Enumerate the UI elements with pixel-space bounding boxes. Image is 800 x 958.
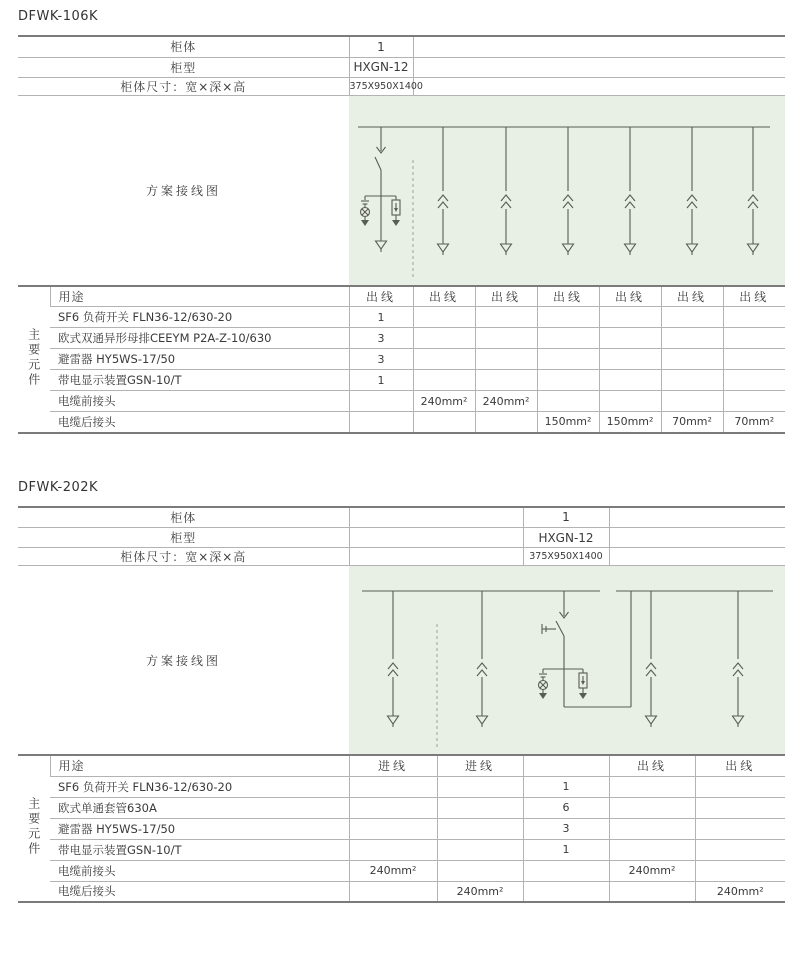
cell bbox=[609, 881, 695, 902]
info-value: 375X950X1400 bbox=[523, 548, 609, 566]
cell bbox=[695, 839, 785, 860]
cell bbox=[599, 328, 661, 349]
section-dfwk-106k bbox=[18, 9, 785, 434]
diagram-svg-106k bbox=[349, 96, 785, 285]
cell bbox=[413, 349, 475, 370]
cell bbox=[523, 860, 609, 881]
voltage-indicator bbox=[539, 669, 548, 699]
cell: 1 bbox=[349, 370, 413, 391]
table-row bbox=[18, 776, 785, 797]
cell bbox=[695, 797, 785, 818]
cell bbox=[437, 797, 523, 818]
cable-outlet-arrow bbox=[376, 241, 387, 249]
cell: 70mm² bbox=[661, 412, 723, 433]
cell bbox=[349, 818, 437, 839]
cell: 1 bbox=[349, 307, 413, 328]
cable-termination bbox=[646, 591, 657, 727]
cell bbox=[609, 839, 695, 860]
cell bbox=[609, 818, 695, 839]
cable-termination bbox=[388, 591, 399, 727]
surge-arrester bbox=[579, 669, 587, 699]
column-header: 出线 bbox=[349, 286, 413, 307]
column-header: 出线 bbox=[695, 755, 785, 776]
cable-termination bbox=[687, 127, 698, 255]
cell: 240mm² bbox=[437, 881, 523, 902]
cable-termination bbox=[733, 591, 744, 727]
component-label: 避雷器 HY5WS-17/50 bbox=[50, 818, 349, 839]
switch-blade bbox=[375, 157, 381, 170]
cell bbox=[349, 412, 413, 433]
info-label: 柜体尺寸：宽×深×高 bbox=[18, 548, 349, 566]
cell: 150mm² bbox=[537, 412, 599, 433]
column-header: 出线 bbox=[537, 286, 599, 307]
component-label: 带电显示装置GSN-10/T bbox=[50, 839, 349, 860]
cell bbox=[599, 307, 661, 328]
cell bbox=[661, 370, 723, 391]
cell bbox=[437, 818, 523, 839]
table-row bbox=[18, 349, 785, 370]
cell bbox=[413, 328, 475, 349]
info-label: 柜型 bbox=[18, 57, 349, 77]
cell bbox=[475, 412, 537, 433]
info-value: HXGN-12 bbox=[349, 57, 413, 77]
cell bbox=[695, 818, 785, 839]
cell: 3 bbox=[523, 818, 609, 839]
cell bbox=[723, 370, 785, 391]
info-label: 柜型 bbox=[18, 528, 349, 548]
cell bbox=[537, 349, 599, 370]
wiring-diagram-row bbox=[18, 566, 785, 754]
surge-arrester bbox=[392, 196, 400, 226]
table-row bbox=[18, 818, 785, 839]
table-row bbox=[18, 507, 785, 528]
cell bbox=[609, 797, 695, 818]
table-row bbox=[18, 328, 785, 349]
usage-header: 用途 bbox=[50, 286, 349, 307]
cell bbox=[475, 349, 537, 370]
cell bbox=[349, 881, 437, 902]
empty-cell bbox=[609, 548, 785, 566]
diagram-svg-202k bbox=[349, 566, 785, 754]
cell: 1 bbox=[523, 776, 609, 797]
empty-cell bbox=[349, 507, 523, 528]
cell: 1 bbox=[523, 839, 609, 860]
diagram-label: 方案接线图 bbox=[145, 183, 221, 198]
section-title: DFWK-106K bbox=[18, 9, 99, 24]
cell bbox=[437, 860, 523, 881]
load-break-switch-tie bbox=[539, 591, 632, 707]
cell bbox=[609, 776, 695, 797]
table-row bbox=[18, 77, 785, 95]
cell bbox=[661, 307, 723, 328]
component-label: 避雷器 HY5WS-17/50 bbox=[50, 349, 349, 370]
info-label: 柜体 bbox=[18, 507, 349, 528]
component-label: 欧式单通套管630A bbox=[50, 797, 349, 818]
components-table bbox=[18, 754, 785, 903]
component-label: 电缆前接头 bbox=[50, 391, 349, 412]
info-label: 柜体 bbox=[18, 36, 349, 57]
cable-termination bbox=[438, 127, 449, 255]
component-label: 带电显示装置GSN-10/T bbox=[50, 370, 349, 391]
cell bbox=[723, 307, 785, 328]
cell: 240mm² bbox=[475, 391, 537, 412]
cell: 240mm² bbox=[695, 881, 785, 902]
load-break-switch-feeder bbox=[361, 127, 401, 252]
component-label: 电缆前接头 bbox=[50, 860, 349, 881]
usage-header: 用途 bbox=[50, 755, 349, 776]
cell: 3 bbox=[349, 349, 413, 370]
cell bbox=[661, 349, 723, 370]
table-row bbox=[18, 881, 785, 902]
cell bbox=[413, 412, 475, 433]
cell bbox=[723, 349, 785, 370]
table-row bbox=[18, 797, 785, 818]
side-label: 主要元件 bbox=[26, 797, 41, 857]
components-table bbox=[18, 285, 785, 434]
info-value: 1 bbox=[523, 507, 609, 528]
component-label: 电缆后接头 bbox=[58, 884, 116, 899]
info-label: 柜体尺寸：宽×深×高 bbox=[18, 77, 349, 95]
column-header: 进线 bbox=[349, 755, 437, 776]
table-row bbox=[18, 528, 785, 548]
table-row bbox=[18, 36, 785, 57]
info-value: 375X950X1400 bbox=[349, 77, 413, 95]
cable-termination bbox=[501, 127, 512, 255]
cell bbox=[349, 839, 437, 860]
cell: 240mm² bbox=[609, 860, 695, 881]
side-label: 主要元件 bbox=[26, 327, 41, 388]
table-row bbox=[18, 57, 785, 77]
empty-cell bbox=[349, 548, 523, 566]
column-header: 出线 bbox=[599, 286, 661, 307]
column-header: 出线 bbox=[475, 286, 537, 307]
table-row bbox=[18, 755, 785, 776]
cell bbox=[537, 370, 599, 391]
column-header: 出线 bbox=[413, 286, 475, 307]
cell: 240mm² bbox=[413, 391, 475, 412]
empty-cell bbox=[413, 36, 785, 57]
cell bbox=[723, 328, 785, 349]
cabinet-info-table bbox=[18, 506, 785, 567]
table-row bbox=[18, 839, 785, 860]
empty-cell bbox=[413, 77, 785, 95]
cell bbox=[723, 391, 785, 412]
empty-cell bbox=[609, 528, 785, 548]
column-header: 出线 bbox=[661, 286, 723, 307]
cabinet-info-table bbox=[18, 35, 785, 96]
single-line-diagram bbox=[349, 566, 785, 754]
cell bbox=[661, 391, 723, 412]
cell bbox=[537, 307, 599, 328]
table-row bbox=[18, 548, 785, 566]
table-row bbox=[18, 370, 785, 391]
component-label: 电缆后接头 bbox=[58, 414, 116, 429]
cell: 150mm² bbox=[599, 412, 661, 433]
empty-cell bbox=[349, 528, 523, 548]
component-label: SF6 负荷开关 FLN36-12/630-20 bbox=[50, 776, 349, 797]
cell bbox=[523, 881, 609, 902]
switch-blade bbox=[556, 621, 564, 636]
diagram-label: 方案接线图 bbox=[145, 653, 221, 668]
column-header: 出线 bbox=[723, 286, 785, 307]
cell bbox=[599, 370, 661, 391]
cell bbox=[349, 391, 413, 412]
cell: 6 bbox=[523, 797, 609, 818]
table-row bbox=[18, 391, 785, 412]
component-label: SF6 负荷开关 FLN36-12/630-20 bbox=[50, 307, 349, 328]
single-line-diagram bbox=[349, 96, 785, 285]
cell bbox=[349, 776, 437, 797]
cell bbox=[695, 860, 785, 881]
cell bbox=[695, 776, 785, 797]
section-dfwk-202k bbox=[18, 480, 785, 904]
table-row bbox=[18, 412, 785, 433]
cable-termination bbox=[625, 127, 636, 255]
cell bbox=[599, 349, 661, 370]
cell: 70mm² bbox=[723, 412, 785, 433]
cell bbox=[661, 328, 723, 349]
cell bbox=[475, 328, 537, 349]
component-label: 欧式双通异形母排CEEYM P2A-Z-10/630 bbox=[50, 328, 349, 349]
column-header bbox=[523, 755, 609, 776]
cell bbox=[475, 307, 537, 328]
info-value: 1 bbox=[349, 36, 413, 57]
cell: 3 bbox=[349, 328, 413, 349]
empty-cell bbox=[609, 507, 785, 528]
cable-termination bbox=[563, 127, 574, 255]
cell bbox=[437, 776, 523, 797]
column-header: 出线 bbox=[609, 755, 695, 776]
table-row bbox=[18, 286, 785, 307]
cell bbox=[349, 797, 437, 818]
cell bbox=[413, 370, 475, 391]
empty-cell bbox=[413, 57, 785, 77]
cell bbox=[437, 839, 523, 860]
table-row bbox=[18, 307, 785, 328]
side-label-cell bbox=[18, 755, 50, 902]
cell bbox=[537, 328, 599, 349]
column-header: 进线 bbox=[437, 755, 523, 776]
cell bbox=[537, 391, 599, 412]
voltage-indicator bbox=[361, 196, 370, 226]
cell bbox=[599, 391, 661, 412]
wiring-diagram-row bbox=[18, 96, 785, 285]
table-row bbox=[18, 860, 785, 881]
cable-termination bbox=[748, 127, 759, 255]
side-label-cell bbox=[18, 286, 50, 433]
info-value: HXGN-12 bbox=[523, 528, 609, 548]
cell: 240mm² bbox=[349, 860, 437, 881]
cell bbox=[475, 370, 537, 391]
cable-termination bbox=[477, 591, 488, 727]
cell bbox=[413, 307, 475, 328]
section-title: DFWK-202K bbox=[18, 479, 99, 495]
